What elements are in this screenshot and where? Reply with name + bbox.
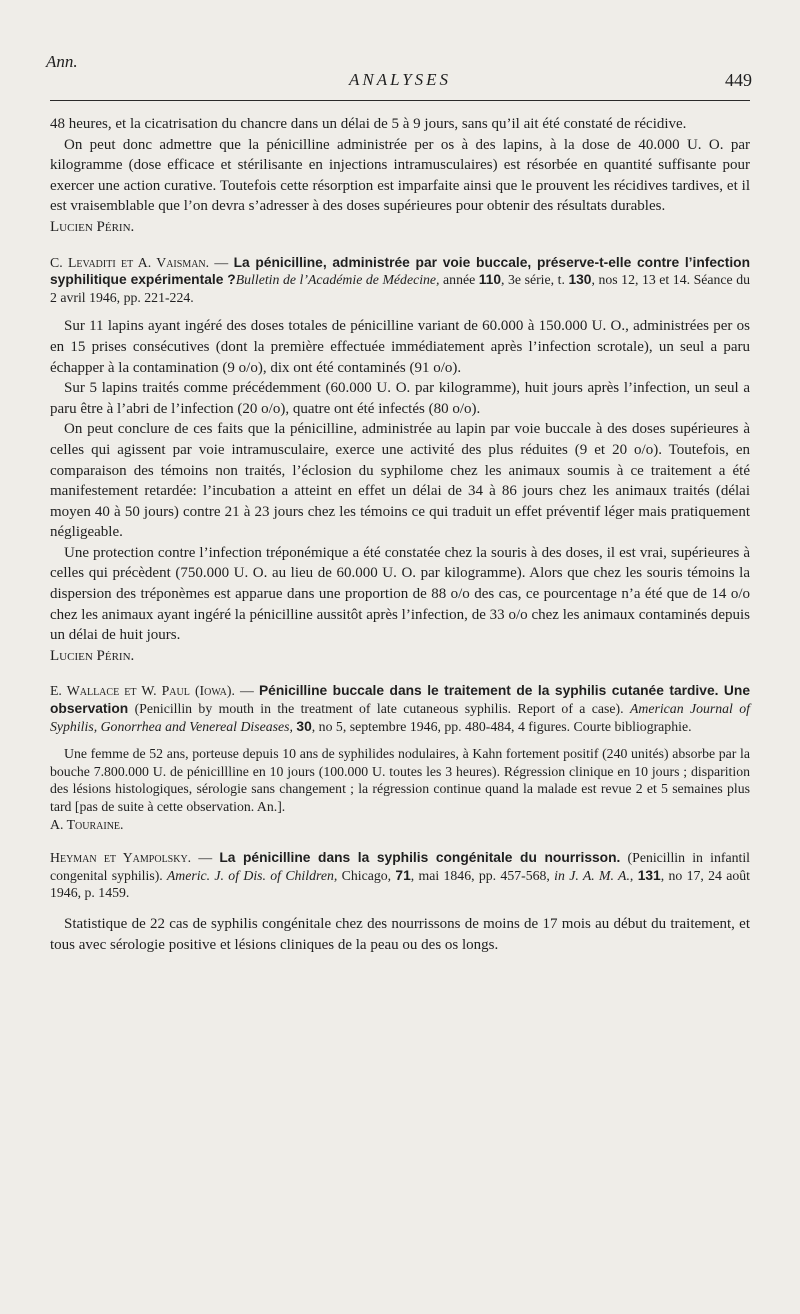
- article-title: La pénicilline dans la syphilis congénitale du nourrisson.: [219, 850, 621, 866]
- paragraph: Une protection contre l’infection tréponémique a été constatée chez la souris à des doses, il est vrai, supérieures à celles qui précèdent (750.000 U. O. au lieu de 60.000 U. O. par kilogramme). Alors que chez les souris témoins la dispersion des tréponèmes est apparue dans une proportion de 88 o/o des cas, ce pourcentage n’a été que de 14 o/o chez les animaux ayant ingéré la pénicilline aussitôt après l’infection, de 33 o/o chez les animaux contaminés depuis un délai de huit jours.: [50, 544, 750, 644]
- journal-name: Americ. J. of Dis. of Children,: [162, 867, 338, 883]
- signature: A. Touraine.: [50, 816, 124, 832]
- article-authors: E. Wallace et W. Paul (Iowa).: [50, 683, 235, 699]
- signature: Lucien Périn.: [50, 647, 135, 664]
- article-title: La pénicilline, administrée par voie buccale, préserve-t-elle contre l’infection syphilitique expérimentale ?: [50, 254, 751, 288]
- paragraph: 48 heures, et la cicatrisation du chancre dans un délai de 5 à 9 jours, sans qu’il ait été constaté de récidive.: [50, 116, 687, 132]
- paragraph: Sur 5 lapins traités comme précédemment (60.000 U. O. par kilogramme), huit jours après l’infection, un seul a paru être à l’abri de l’infection (20 o/o), quatre ont été infectés (80 o/o).: [50, 380, 750, 417]
- article-reference: E. Wallace et W. Paul (Iowa). — Pénicilline buccale dans le traitement de la syphilis cutanée tardive. Une observation (Penicillin by mouth in the treatment of late cutaneous syphilis. Report of a case). American Journal of Syphilis, Gonorrhea and Venereal Diseases, 30, no 5, septembre 1946, pp. 480-484, 4 figures. Courte bibliographie.: [50, 683, 750, 734]
- paragraph: Sur 11 lapins ayant ingéré des doses totales de pénicilline variant de 60.000 à 150.000 U. O., administrées per os en 15 prises consécutives (dont la première effectuée immédiatement après l’infection scrotale), un seul a paru échapper à la contamination (9 o/o), dix ont été contaminés (91 o/o).: [50, 318, 750, 376]
- running-title: ANALYSES: [348, 70, 452, 89]
- article-reference: C. Levaditi et A. Vaisman. — La pénicilline, administrée par voie buccale, préserve-t-elle contre l’infection syphilitique expérimentale ?Bulletin de l’Académie de Médecine, année 110, 3e série, t. 130, nos 12, 13 et 14. Séance du 2 avril 1946, pp. 221-224.: [50, 254, 751, 305]
- journal-name: American Journal of Syphilis, Gonorrhea and Venereal Diseases,: [50, 701, 750, 734]
- header-rule: [50, 100, 750, 101]
- corner-annotation: Ann.: [46, 52, 78, 71]
- paragraph: On peut donc admettre que la pénicilline administrée per os à des lapins, à la dose de 40.000 U. O. par kilogramme (dose efficace et stérilisante en injections intramusculaires) est résorbée en quantité suffisante pour exercer une action curative. Toutefois cette résorption est imparfaite ainsi que le prouvent les récidives tardives, et il est vraisemblable que l’on devra s’adresser à des doses supérieures pour obtenir des résultats durables.: [50, 136, 750, 215]
- article-reference: Heyman et Yampolsky. — La pénicilline dans la syphilis congénitale du nourrisson. (Penicillin in infantil congenital syphilis). Americ. J. of Dis. of Children, Chicago, 71, mai 1846, pp. 457-568, in J. A. M. A., 131, no 17, 24 août 1946, p. 1459.: [50, 850, 751, 901]
- paragraph: Une femme de 52 ans, porteuse depuis 10 ans de syphilides nodulaires, à Kahn fortement positif (240 unités) absorbe par la bouche 7.800.000 U. de pénicillline en 10 jours (100.000 U. toutes les 3 heures). Régression clinique en 10 jours ; disparition des lésions histologiques, sérologie sans changement ; la régression continue quand la malade est revue 2 et 5 semaines plus tard [pas de suite à cette observation. An.].: [50, 746, 750, 814]
- article-title: Pénicilline buccale dans le traitement de la syphilis cutanée tardive.: [258, 683, 719, 699]
- article-authors: Heyman et Yampolsky.: [50, 850, 192, 866]
- article-authors: C. Levaditi et A. Vaisman.: [50, 254, 210, 270]
- paragraph: On peut conclure de ces faits que la pénicilline, administrée au lapin par voie buccale à des doses supérieures à celles qui agissent par voie intramusculaire, exerce une activité des plus réduites (9 et 20 o/o). Toutefois, en comparaison des témoins non traités, l’éclosion du syphilome chez les animaux soumis à ce traitement a été manifestement retardée: l’incubation a atteint en effet un délai de 34 à 86 jours chez les animaux traités (délai moyen 40 à 50 jours) contre 21 à 23 jours chez les témoins ce qui traduit un effet préventif léger mais pratiquement négligeable.: [50, 421, 750, 541]
- paragraph: Statistique de 22 cas de syphilis congénitale chez des nourrissons de moins de 17 mois au début du traitement, et tous avec sérologie positive et lésions cliniques de la peau ou des os longs.: [50, 915, 750, 953]
- page-content: [50, 114, 750, 955]
- page-number: 449: [725, 70, 752, 90]
- signature: Lucien Périn.: [50, 218, 135, 235]
- journal-name: Bulletin de l’Académie de Médecine,: [235, 272, 440, 288]
